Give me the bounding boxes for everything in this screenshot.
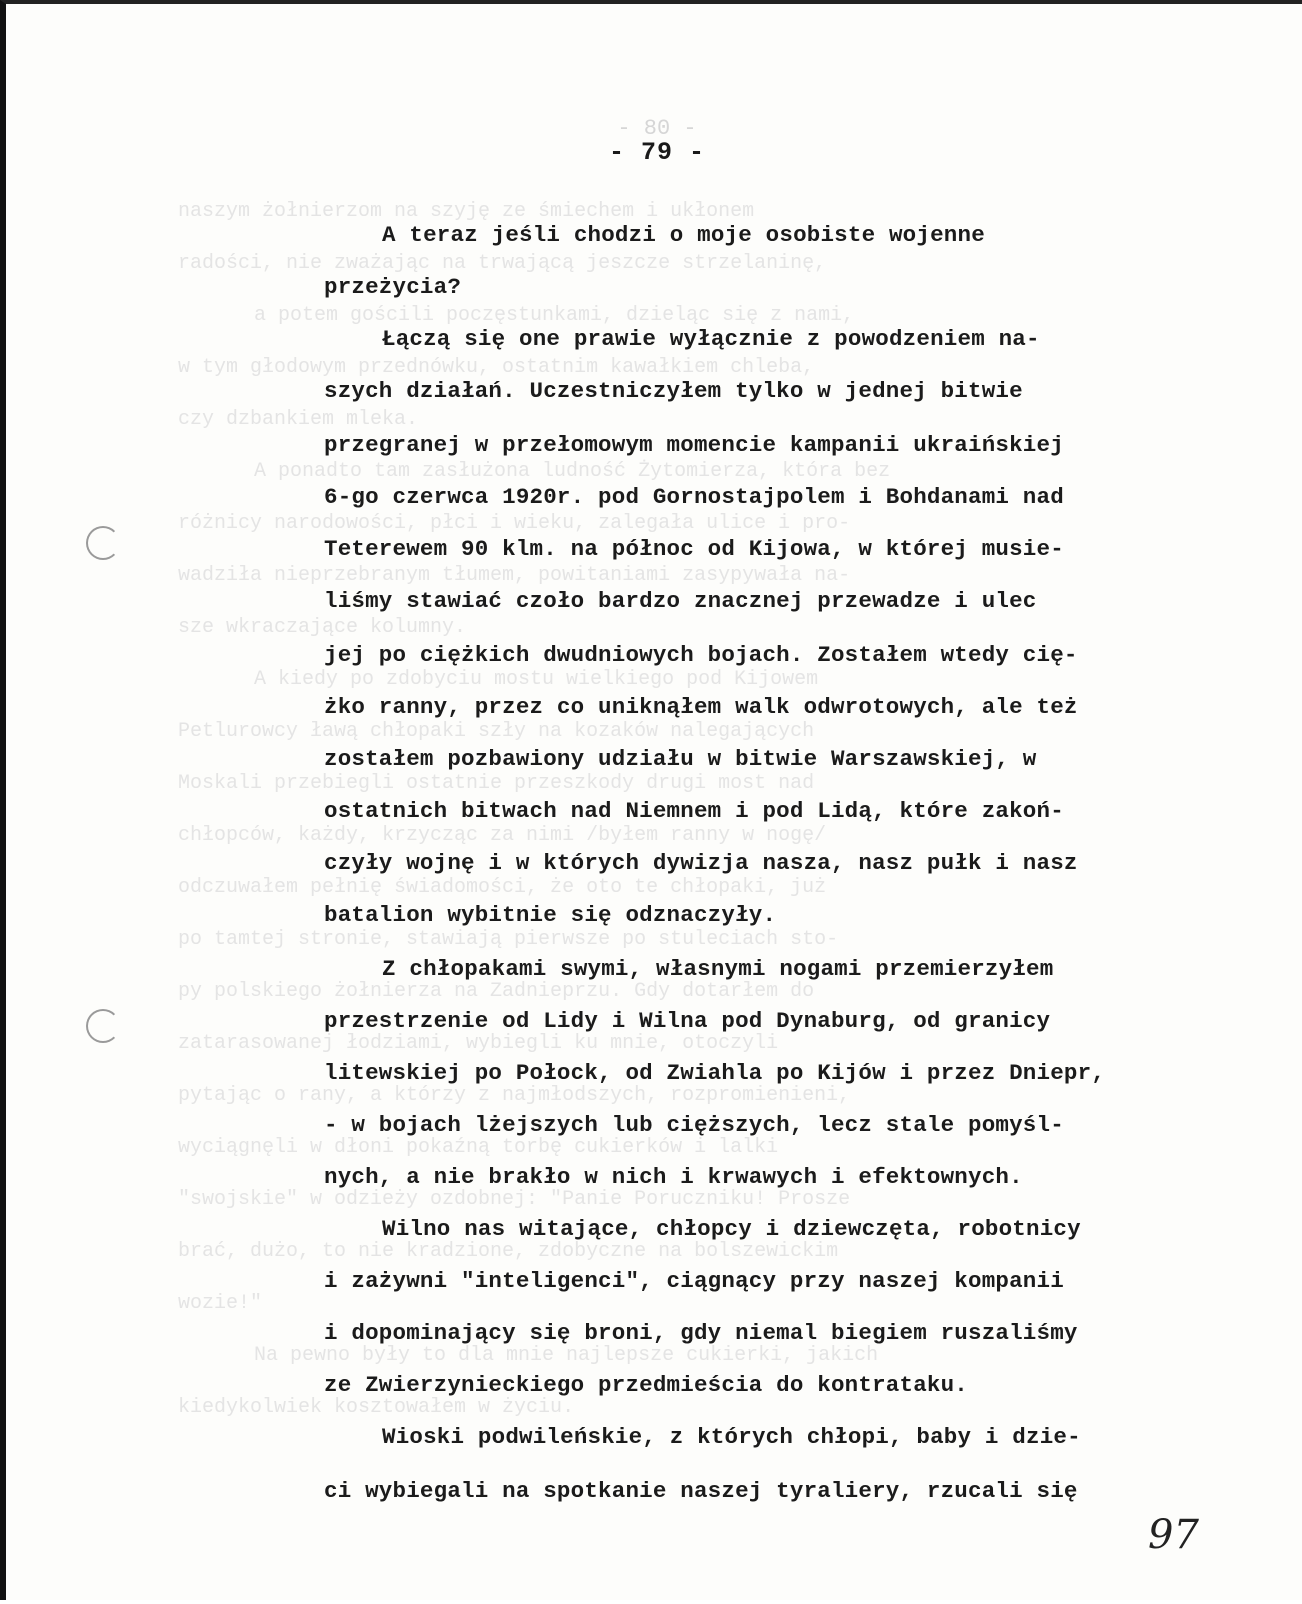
text-line: Wilno nas witające, chłopcy i dziewczęta, robotnicy: [382, 1216, 1081, 1242]
text-line: liśmy stawiać czoło bardzo znacznej przewadze i ulec: [324, 588, 1037, 614]
bleed-through-page-number: - 80 -: [617, 116, 697, 141]
bleed-line: kiedykolwiek kosztowałem w życiu.: [178, 1396, 575, 1419]
bleed-line: "swojskie" w odzieży ozdobnej: "Panie Poruczniku! Prosze: [178, 1188, 851, 1211]
text-line: batalion wybitnie się odznaczyły.: [324, 902, 777, 928]
bleed-line: pytając o rany, a którzy z najmłodszych, rozpromienieni,: [178, 1084, 851, 1107]
bleed-line: Petlurowcy ławą chłopaki szły na kozaków nalegających: [178, 720, 815, 743]
text-line: przestrzenie od Lidy i Wilna pod Dynaburg, od granicy: [324, 1008, 1051, 1034]
bleed-line: chłopców, każdy, krzycząc za nimi /byłem ranny w nogę/: [178, 824, 827, 847]
bleed-line: A ponadto tam zasłużona ludność Żytomierza, która bez: [254, 460, 891, 483]
text-line: jej po ciężkich dwudniowych bojach. Zostałem wtedy cię-: [324, 642, 1078, 668]
text-line: litewskiej po Połock, od Zwiahla po Kijów i przez Dniepr,: [324, 1060, 1106, 1086]
bleed-line: a potem gościli poczęstunkami, dzieląc się z nami,: [254, 304, 855, 327]
text-line: 6-go czerwca 1920r. pod Gornostajpolem i Bohdanami nad: [324, 484, 1064, 510]
text-line: A teraz jeśli chodzi o moje osobiste wojenne: [382, 222, 985, 248]
handwritten-folio-number: 97: [1148, 1512, 1199, 1558]
bleed-line: odczuwałem pełnię świadomości, że oto te chłopaki, już: [178, 876, 827, 899]
bleed-line: w tym głodowym przednówku, ostatnim kawałkiem chleba,: [178, 356, 815, 379]
typewritten-body: [6, 4, 1302, 1604]
text-line: Z chłopakami swymi, własnymi nogami przemierzyłem: [382, 956, 1054, 982]
text-line: przegranej w przełomowym momencie kampanii ukraińskiej: [324, 432, 1064, 458]
text-line: ci wybiegali na spotkanie naszej tyraliery, rzucali się: [324, 1478, 1078, 1504]
bleed-line: radości, nie zważając na trwającą jeszcze strzelaninę,: [178, 252, 827, 275]
text-line: żko ranny, przez co uniknąłem walk odwrotowych, ale też: [324, 694, 1078, 720]
text-line: Łączą się one prawie wyłącznie z powodzeniem na-: [382, 326, 1040, 352]
bleed-line: sze wkraczające kolumny.: [178, 616, 467, 639]
text-line: - w bojach lżejszych lub cięższych, lecz stale pomyśl-: [324, 1112, 1064, 1138]
bleed-line: wozie!": [178, 1292, 263, 1315]
bleed-line: po tamtej stronie, stawiają pierwsze po stuleciach sto-: [178, 928, 839, 951]
bleed-line: naszym żołnierzom na szyję ze śmiechem i ukłonem: [178, 200, 755, 223]
text-line: przeżycia?: [324, 274, 462, 300]
page-number: - 79 -: [608, 138, 705, 167]
bleed-line: Na pewno były to dla mnie najlepsze cukierki, jakich: [254, 1344, 879, 1367]
punch-hole-mark: [86, 526, 120, 560]
text-line: nych, a nie brakło w nich i krwawych i efektownych.: [324, 1164, 1023, 1190]
bleed-line: A kiedy po zdobyciu mostu wielkiego pod Kijowem: [254, 668, 819, 691]
text-line: zostałem pozbawiony udziału w bitwie Warszawskiej, w: [324, 746, 1037, 772]
bleed-line: czy dzbankiem mleka.: [178, 408, 419, 431]
punch-hole-mark: [86, 1009, 120, 1043]
bleed-line: brać, dużo, to nie kradzione, zdobyczne na bolszewickim: [178, 1240, 839, 1263]
text-line: czyły wojnę i w których dywizja nasza, nasz pułk i nasz: [324, 850, 1078, 876]
bleed-line: różnicy narodowości, płci i wieku, zalegała ulice i pro-: [178, 512, 851, 535]
text-line: i zażywni "inteligenci", ciągnący przy naszej kompanii: [324, 1268, 1064, 1294]
bleed-line: Moskali przebiegli ostatnie przeszkody drugi most nad: [178, 772, 815, 795]
bleed-line: zatarasowanej łodziami, wybiegli ku mnie, otoczyli: [178, 1032, 779, 1055]
bleed-line: py polskiego żołnierza na Zadnieprzu. Gdy dotarłem do: [178, 980, 815, 1003]
text-line: szych działań. Uczestniczyłem tylko w jednej bitwie: [324, 378, 1023, 404]
bleed-line: wyciągnęli w dłoni pokaźną torbę cukierków i lalki: [178, 1136, 779, 1159]
text-line: Wioski podwileńskie, z których chłopi, baby i dzie-: [382, 1424, 1081, 1450]
text-line: Teterewem 90 klm. na północ od Kijowa, w której musie-: [324, 536, 1064, 562]
bleed-line: wadziła nieprzebranym tłumem, powitaniami zasypywała na-: [178, 564, 851, 587]
text-line: ze Zwierzynieckiego przedmieścia do kontrataku.: [324, 1372, 969, 1398]
text-line: i dopominający się broni, gdy niemal biegiem ruszaliśmy: [324, 1320, 1078, 1346]
text-line: ostatnich bitwach nad Niemnem i pod Lidą, które zakoń-: [324, 798, 1064, 824]
